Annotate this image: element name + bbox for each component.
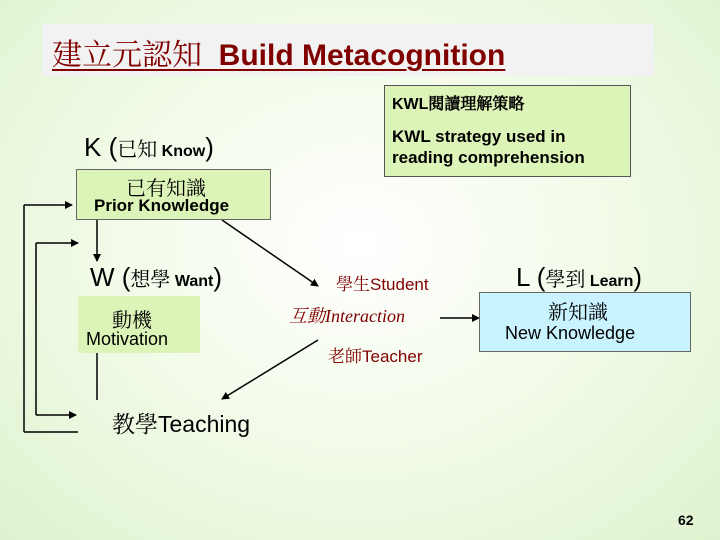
title-english: Build Metacognition [218,39,506,72]
w-en: Want [170,273,214,290]
w-letter: W ( [90,262,131,292]
l-meaning-cn: 新知識 [548,300,608,324]
k-to-interaction-arrow [222,220,318,286]
l-heading [516,262,642,293]
kwl-strategy-title: KWL閱讀理解策略 [392,96,525,113]
student-label: 學生Student [336,275,429,294]
k-close: ) [205,132,214,162]
w-close: ) [213,262,223,292]
l-meaning-en: New Knowledge [505,323,636,343]
page-number: 62 [678,512,694,528]
interaction-to-teaching-arrow [222,340,318,399]
teaching-label: 教學Teaching [112,411,251,437]
l-cn: 學到 [545,267,586,291]
l-close: ) [633,262,643,292]
k-letter: K ( [84,132,118,162]
k-en: Know [157,143,206,160]
title-chinese: 建立元認知 [52,38,202,73]
w-cn: 想學 [130,267,171,291]
k-meaning-cn: 已有知識 [126,176,206,200]
w-meaning-cn: 動機 [112,308,152,332]
k-heading [84,132,214,163]
w-heading [90,262,222,293]
l-en: Learn [585,273,634,290]
kwl-strategy-description: KWL strategy used in reading comprehension [392,127,585,167]
w-meaning-en: Motivation [86,329,169,349]
teacher-label: 老師Teacher [328,347,423,366]
l-letter: L ( [516,262,546,292]
interaction-label: 互動Interaction [289,306,405,326]
k-meaning-en: Prior Knowledge [94,196,230,215]
k-cn: 已知 [117,137,158,161]
